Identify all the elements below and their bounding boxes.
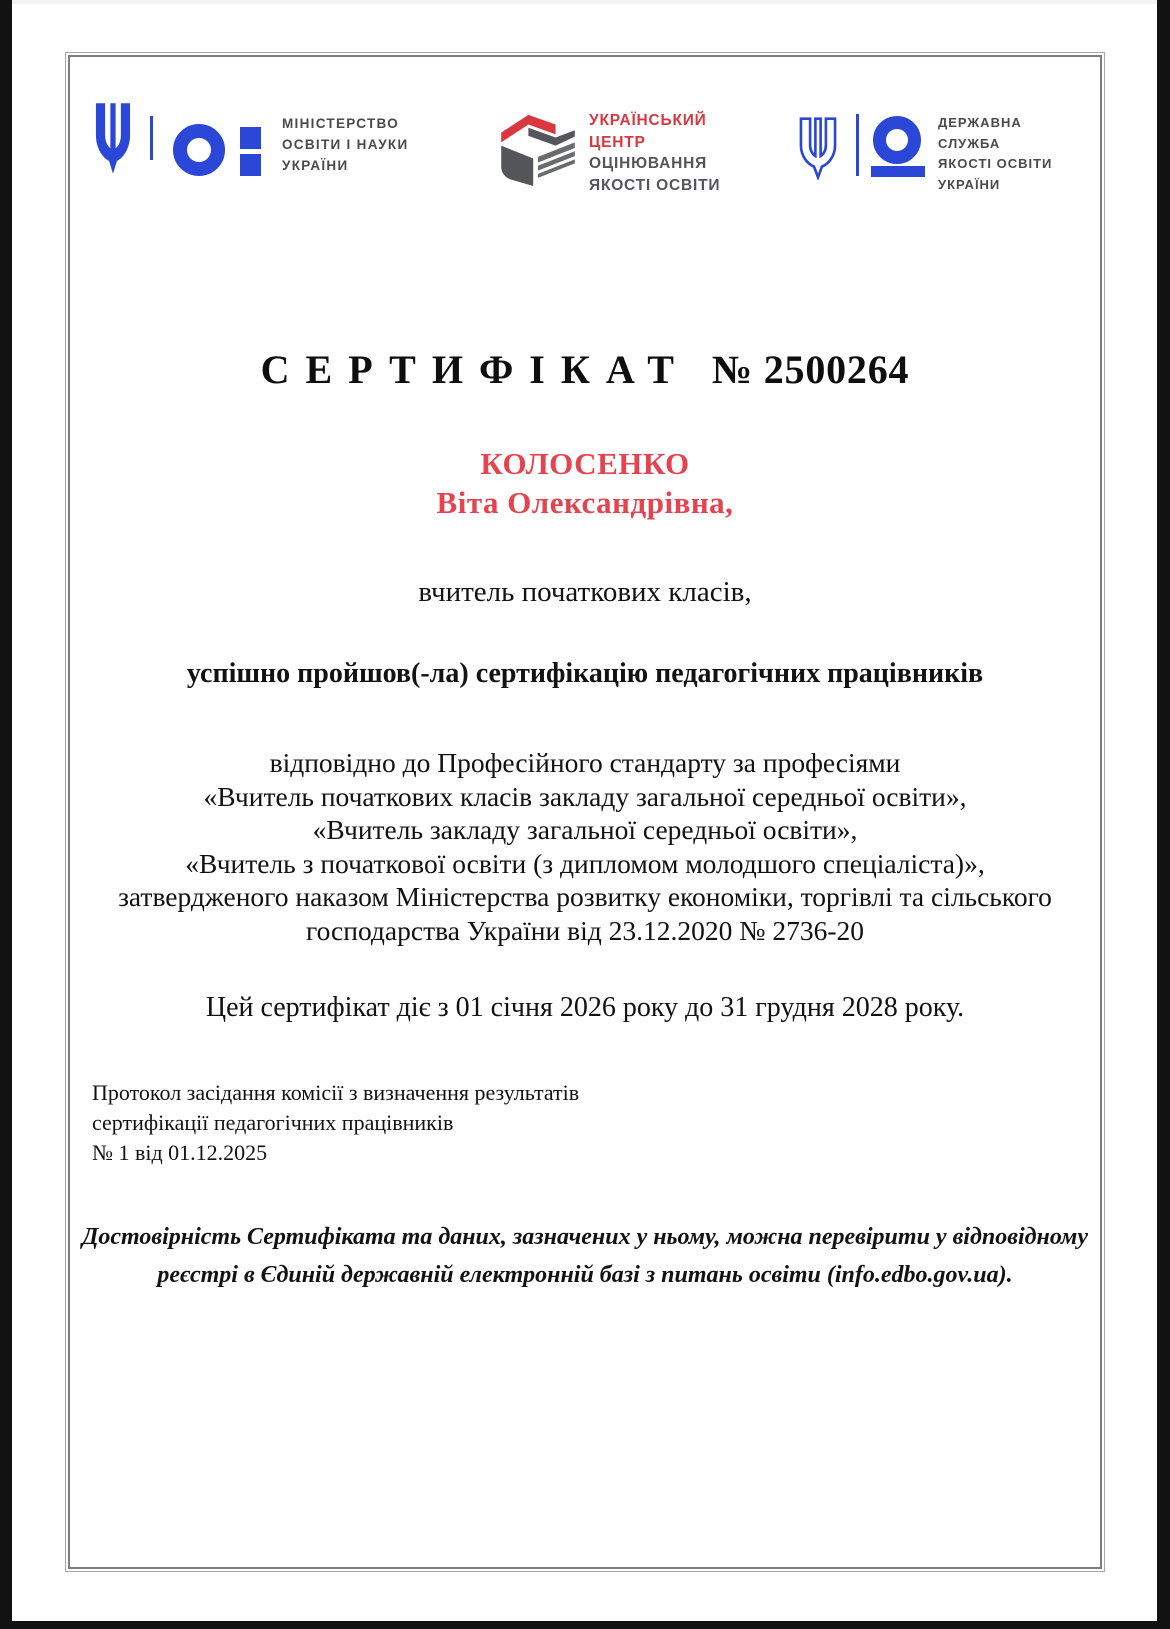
mon-line: ОСВІТИ І НАУКИ [282,137,409,152]
trident-icon [92,100,134,177]
standard-line: відповідно до Професійного стандарту за професіями [269,747,901,778]
certificate-title-label: СЕРТИФІКАТ [260,347,690,392]
standard-line: господарства України від 23.12.2020 № 2736-20 [306,914,864,946]
colon-squares-icon [240,127,261,181]
logo-divider [856,114,859,176]
open-book-icon [498,110,578,186]
protocol-line: Протокол засідання комісії з визначення результатів [92,1080,580,1105]
verification-line: Достовірність Сертифіката та даних, зазначених у ньому, можна перевірити у відповідному [81,1224,1089,1250]
uceqa-line: ОЦІНЮВАННЯ [589,155,708,172]
sqe-logo-text [938,113,1052,195]
ring-icon [173,124,225,176]
scan-edge-bottom [0,1621,1170,1629]
trident-outline-icon [797,116,839,180]
mon-logo-text [282,113,408,176]
ring-base-bar-icon [871,166,925,177]
protocol-block [92,1078,579,1168]
ring-icon [873,116,921,164]
holder-position: вчитель початкових класів, [418,576,752,608]
professional-standard-paragraph [65,746,1105,947]
protocol-line: сертифікації педагогічних працівників [92,1110,454,1135]
certification-statement: успішно пройшов(-ла) сертифікацію педагогічних працівників [186,658,984,689]
certificate-title [65,346,1105,393]
sqe-line: ДЕРЖАВНА [938,115,1022,130]
uceqa-line: ЦЕНТР [589,133,646,151]
mon-line: МІНІСТЕРСТВО [282,116,400,131]
mon-line: УКРАЇНИ [282,158,349,173]
certificate-page [12,0,1157,1621]
uceqa-logo-text [589,110,720,196]
sqe-line: СЛУЖБА [938,135,1001,151]
holder-name [65,444,1105,522]
verification-note [65,1218,1105,1294]
certificate-number: № 2500264 [711,347,910,392]
verification-line: реєстрі в Єдиній державній електронній базі з питань освіти (info.edbo.gov.ua). [157,1262,1013,1288]
holder-surname: КОЛОСЕНКО [480,446,690,481]
scan-edge-right [1157,0,1170,1629]
uceqa-line: УКРАЇНСЬКИЙ [589,112,707,129]
page-top-shade [12,0,1157,4]
logo-divider [150,116,153,160]
standard-line: «Вчитель з початкової освіти (з дипломом молодшого спеціаліста)», [185,847,985,879]
standard-line: «Вчитель початкових класів закладу загальної середньої освіти», [203,780,967,812]
uceqa-line: ЯКОСТІ ОСВІТИ [589,176,721,194]
holder-given-names: Віта Олександрівна, [436,485,734,520]
scan-edge-left [0,0,12,1629]
sqe-line: УКРАЇНИ [938,176,1001,192]
validity-period: Цей сертифікат діє з 01 січня 2026 року до 31 грудня 2028 року. [205,992,965,1023]
standard-line: затвердженого наказом Міністерства розвитку економіки, торгівлі та сільського [118,881,1052,912]
standard-line: «Вчитель закладу загальної середньої освіти», [312,814,858,845]
protocol-line: № 1 від 01.12.2025 [92,1140,268,1165]
sqe-line: ЯКОСТІ ОСВІТИ [938,156,1053,171]
